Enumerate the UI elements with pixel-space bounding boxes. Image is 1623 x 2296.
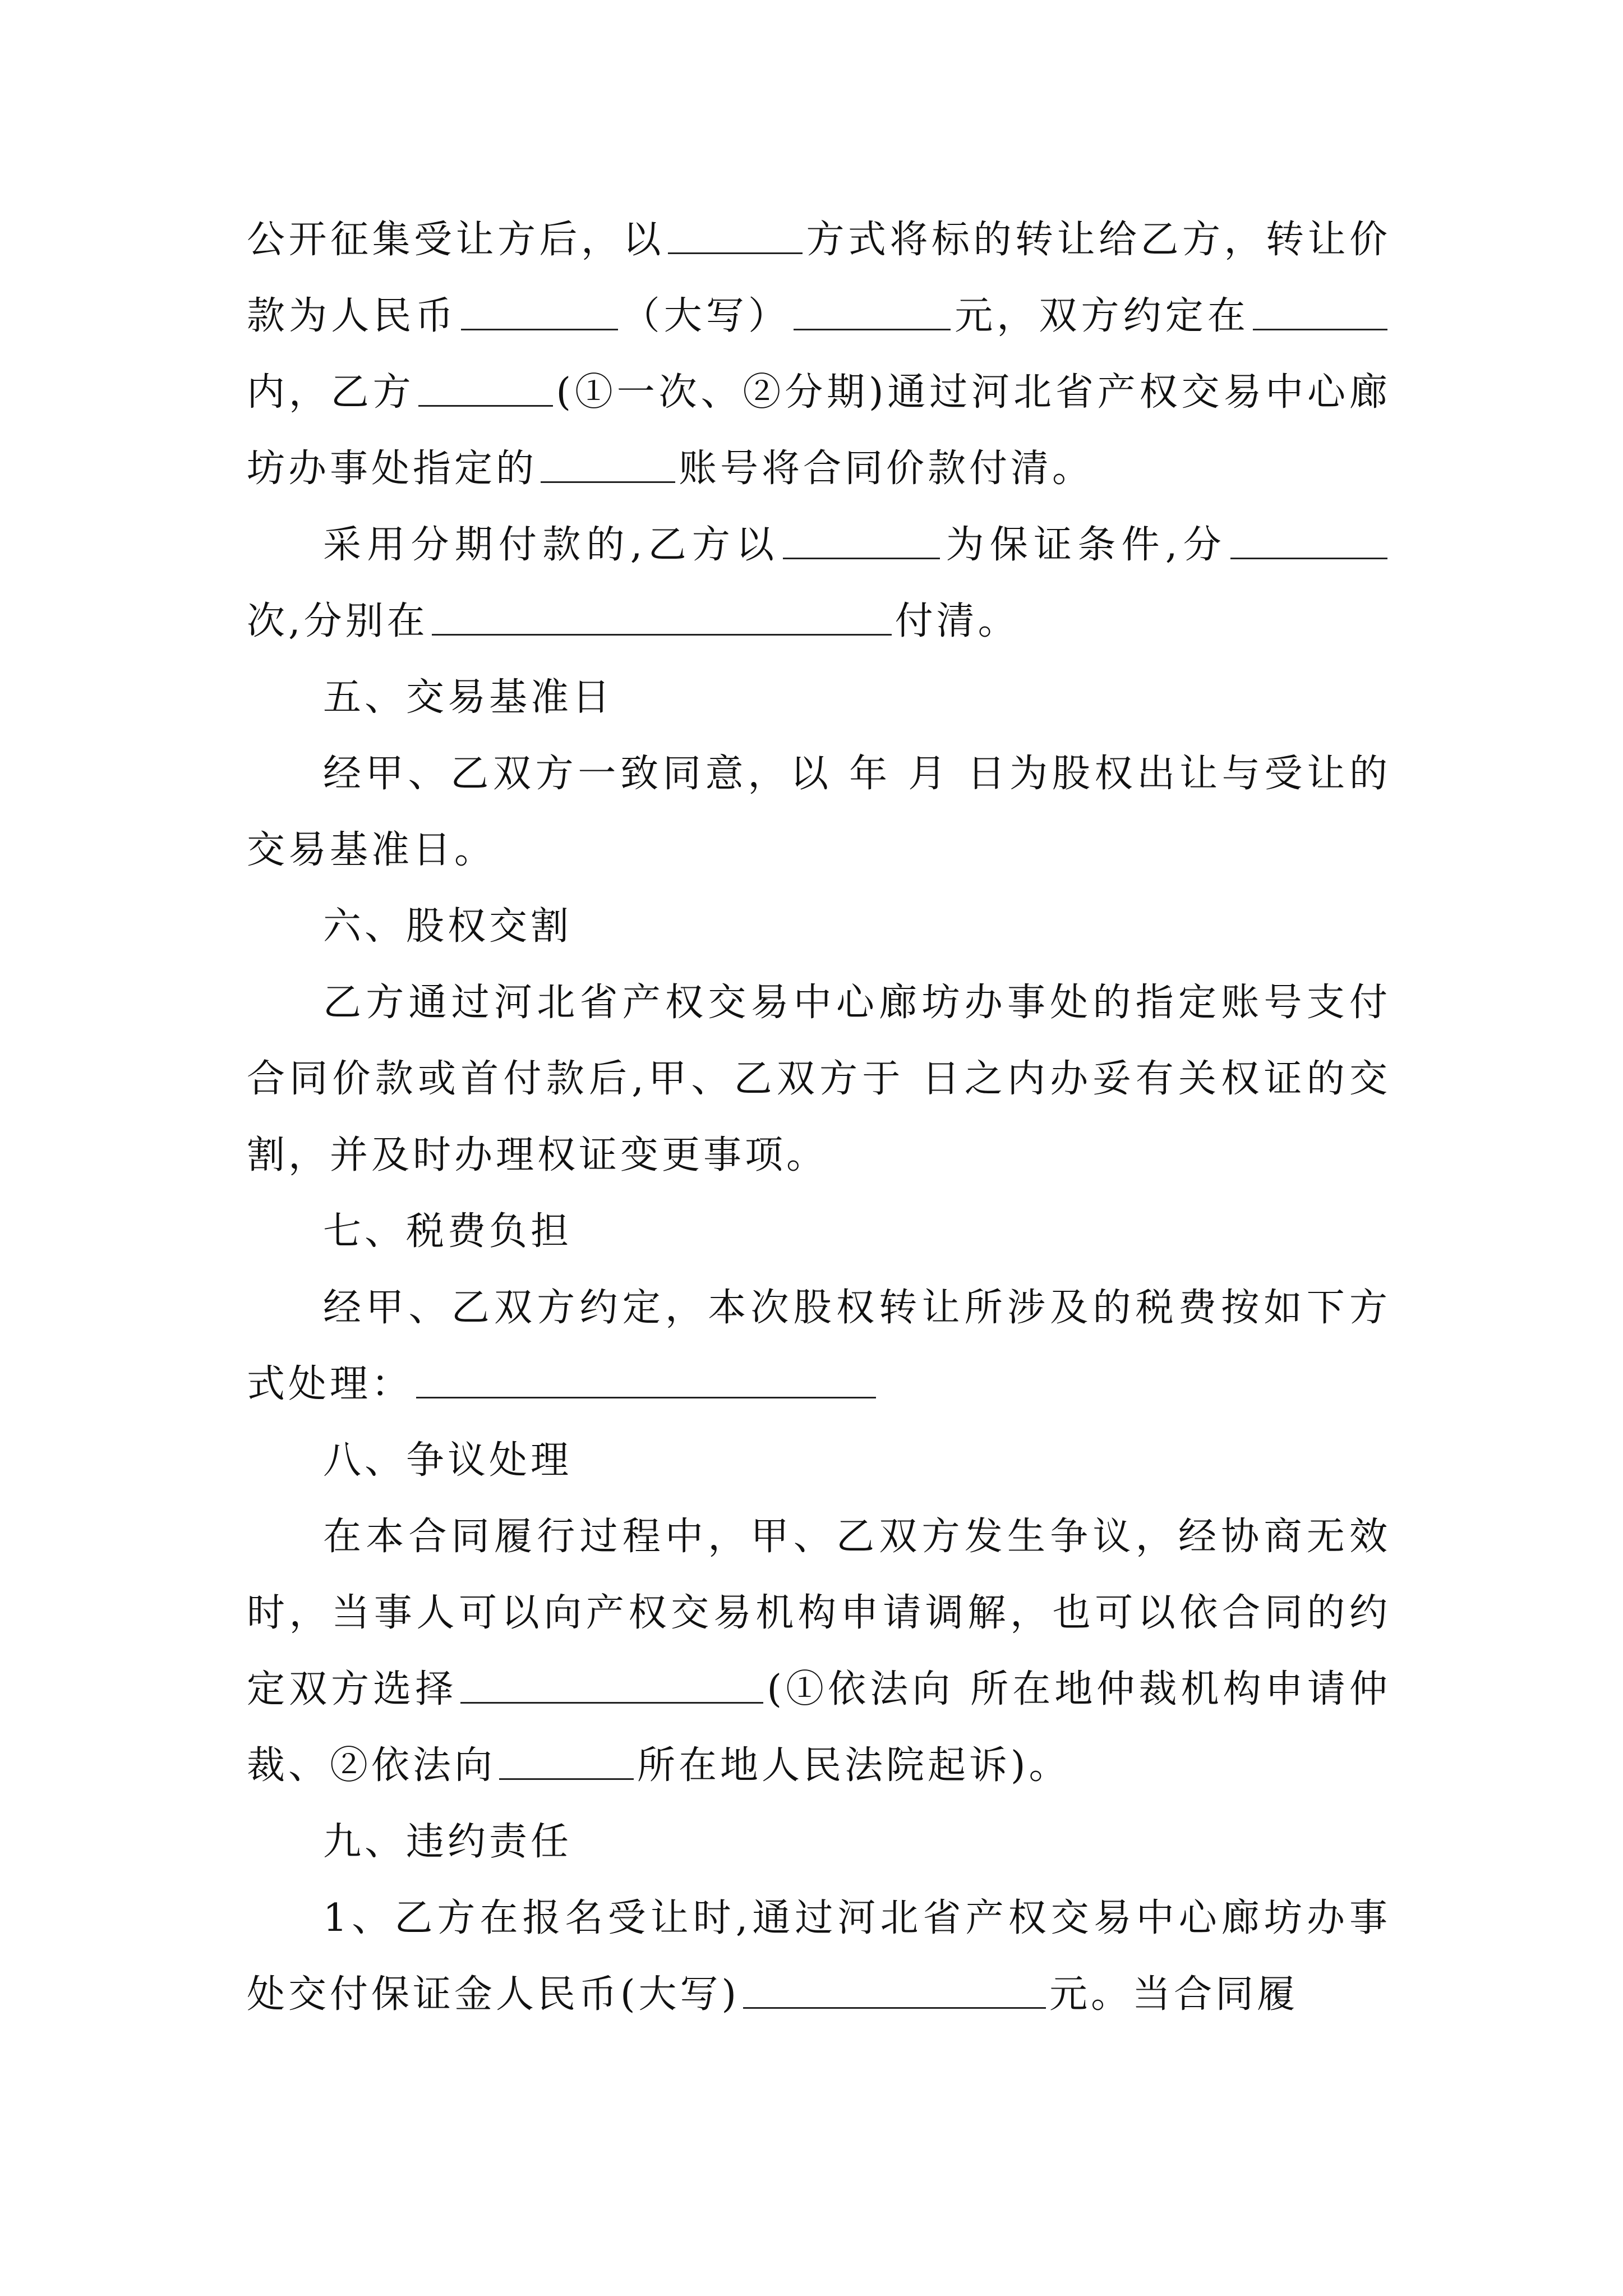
- text-segment: 方式将标的转让给乙方，转让价款为人民币: [247, 218, 1391, 338]
- installment-dates-blank: [432, 600, 892, 636]
- text-segment: 在本合同履行过程中，甲、乙双方发生争议，经协商无效时，当事人可以向产权交易机构申请调解，也可以依合同的约定双方选择: [247, 1515, 1391, 1711]
- deposit-amount-blank: [743, 1973, 1046, 2009]
- account-blank: [541, 447, 675, 483]
- tax-method-blank: [416, 1363, 876, 1398]
- price-in-words-blank: [794, 295, 951, 330]
- document-page: [247, 202, 1391, 2033]
- payment-mode-blank: [418, 371, 553, 407]
- installment-paragraph: [247, 507, 1391, 660]
- text-segment: 为保证条件,分: [943, 523, 1227, 567]
- text-segment: 内，乙方: [247, 370, 415, 415]
- payment-terms-paragraph: [247, 202, 1391, 507]
- text-segment: 次,分别在: [247, 599, 428, 643]
- section-heading-8: 八、争议处理: [323, 1438, 573, 1483]
- text-segment: （大写）: [621, 294, 791, 338]
- tax-paragraph: [247, 1270, 1391, 1423]
- text-segment: 账号将合同价款付清。: [679, 447, 1094, 491]
- text-segment: 公开征集受让方后，以: [247, 218, 665, 262]
- text-segment: (①一次、②分期)通过河北省产权交易中心廊坊办事处指定的: [247, 370, 1391, 491]
- text-segment: 经甲、乙双方约定，本次股权转让所涉及的税费按如下方式处理：: [247, 1286, 1391, 1406]
- guarantee-blank: [783, 523, 940, 559]
- liability-paragraph: [247, 1880, 1391, 2033]
- text-segment: (①依法向 所在地仲裁机构申请仲裁、②依法向: [247, 1667, 1391, 1788]
- section-heading-6: 六、股权交割: [323, 904, 573, 949]
- court-location-blank: [499, 1744, 634, 1780]
- price-blank: [461, 295, 618, 330]
- base-date-paragraph: 经甲、乙双方一致同意，以 年 月 日为股权出让与受让的交易基准日。: [247, 752, 1391, 872]
- text-segment: 所在地人民法院起诉)。: [637, 1743, 1071, 1788]
- section-heading-5: 五、交易基准日: [323, 675, 614, 720]
- text-segment: 元，双方约定在: [954, 294, 1249, 338]
- text-segment: 1、乙方在报名受让时,通过河北省产权交易中心廊坊办事处交付保证金人民币(大写): [247, 1896, 1391, 2017]
- payment-period-blank: [1253, 295, 1387, 330]
- dispute-choice-blank: [460, 1668, 763, 1704]
- dispute-paragraph: [247, 1499, 1391, 1804]
- text-segment: 元。当合同履: [1049, 1972, 1299, 2017]
- transfer-method-blank: [668, 218, 803, 254]
- section-heading-7: 七、税费负担: [323, 1209, 573, 1254]
- delivery-paragraph: 乙方通过河北省产权交易中心廊坊办事处的指定账号支付合同价款或首付款后,甲、乙双方于 日之内办妥有关权证的交割，并及时办理权证变更事项。: [247, 981, 1391, 1177]
- section-heading-9: 九、违约责任: [323, 1820, 573, 1864]
- text-segment: 采用分期付款的,乙方以: [323, 523, 780, 567]
- text-segment: 付清。: [895, 599, 1020, 643]
- installment-count-blank: [1230, 523, 1387, 559]
